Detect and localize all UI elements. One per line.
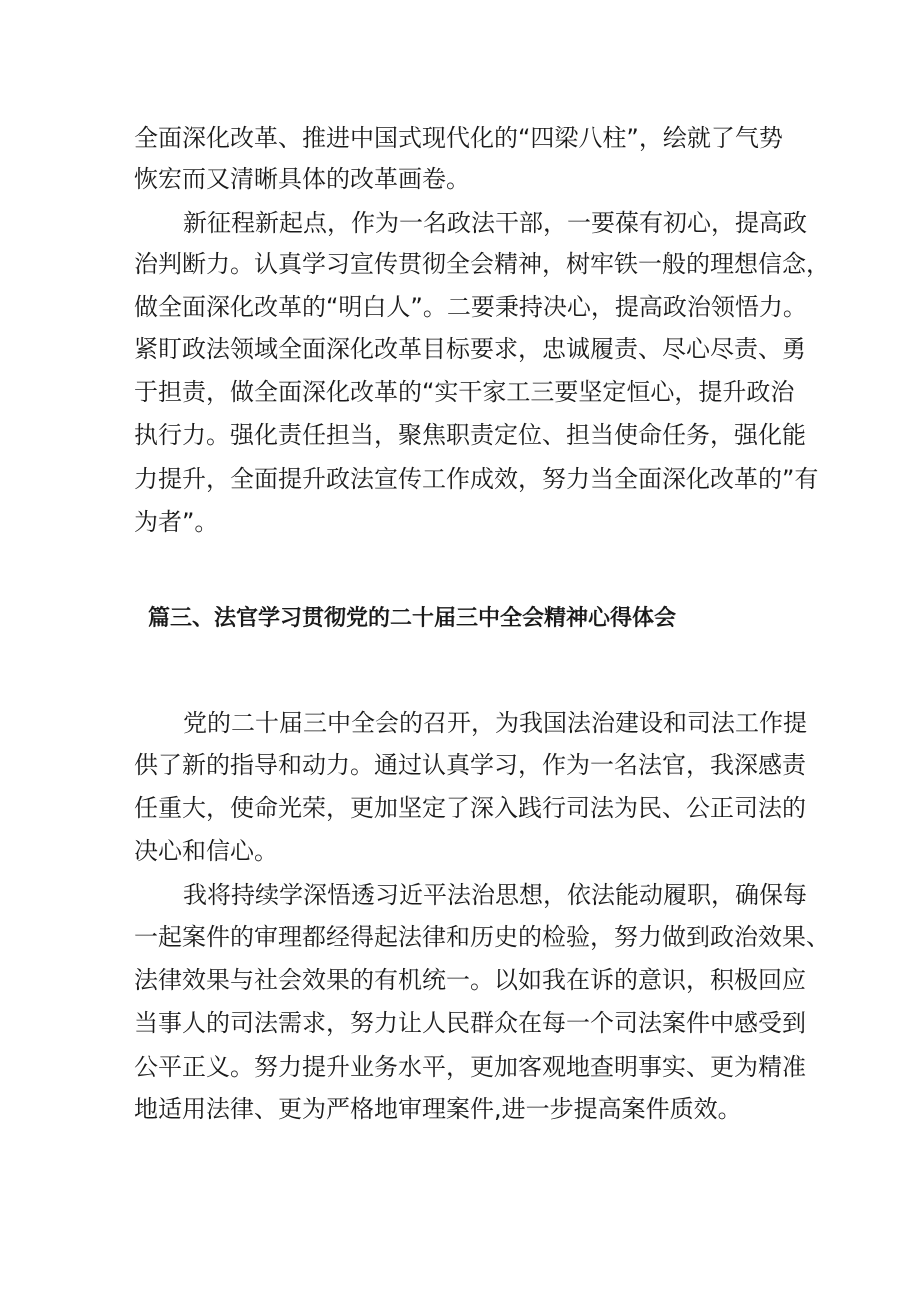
paragraph-4-line-4: 当事人的司法需求，努力让人民群众在每一个司法案件中感受到 [134, 1009, 806, 1037]
paragraph-3-line-4: 决心和信心。 [134, 837, 278, 865]
paragraph-4-line-6: 地适用法律、更为严格地审理案件,进一步提高案件质效。 [134, 1095, 742, 1123]
paragraph-2-line-1: 新征程新起点，作为一名政法干部，一要葆有初心，提高政 [183, 209, 807, 237]
paragraph-2-line-8: 为者”。 [134, 508, 219, 536]
paragraph-4-line-1: 我将持续学深悟透习近平法治思想，依法能动履职，确保每 [183, 881, 807, 909]
paragraph-2-line-2: 治判断力。认真学习宣传贯彻全会精神，树牢铁一般的理想信念， [134, 250, 830, 278]
paragraph-2-line-4: 紧盯政法领域全面深化改革目标要求，忠诚履责、尽心尽责、勇 [134, 335, 806, 363]
paragraph-3-line-1: 党的二十届三中全会的召开，为我国法治建设和司法工作提 [183, 709, 807, 737]
paragraph-3-line-2: 供了新的指导和动力。通过认真学习，作为一名法官，我深感责 [134, 751, 806, 779]
paragraph-2-line-7: 力提升，全面提升政法宣传工作成效，努力当全面深化改革的”有 [134, 465, 819, 493]
paragraph-1-line-2: 恢宏而又清晰具体的改革画卷。 [134, 165, 470, 193]
paragraph-4-line-3: 法律效果与社会效果的有机统一。以如我在诉的意识，积极回应 [134, 966, 806, 994]
paragraph-4-line-2: 一起案件的审理都经得起法律和历史的检验，努力做到政治效果、 [134, 923, 830, 951]
paragraph-3-line-3: 任重大，使命光荣，更加坚定了深入践行司法为民、公正司法的 [134, 794, 806, 822]
paragraph-2-line-5: 于担责，做全面深化改革的“实干家工三要坚定恒心，提升政治 [134, 378, 795, 406]
paragraph-2-line-3: 做全面深化改革的“明白人”。二要秉持决心，提高政治领悟力。 [134, 293, 807, 321]
paragraph-2-line-6: 执行力。强化责任担当，聚焦职责定位、担当使命任务，强化能 [134, 421, 806, 449]
section-heading: 篇三、法官学习贯彻党的二十届三中全会精神心得体会 [148, 606, 677, 631]
paragraph-1-line-1: 全面深化改革、推进中国式现代化的“四梁八柱”，绘就了气势 [134, 124, 783, 152]
paragraph-4-line-5: 公平正义。努力提升业务水平，更加客观地查明事实、更为精准 [134, 1053, 806, 1081]
